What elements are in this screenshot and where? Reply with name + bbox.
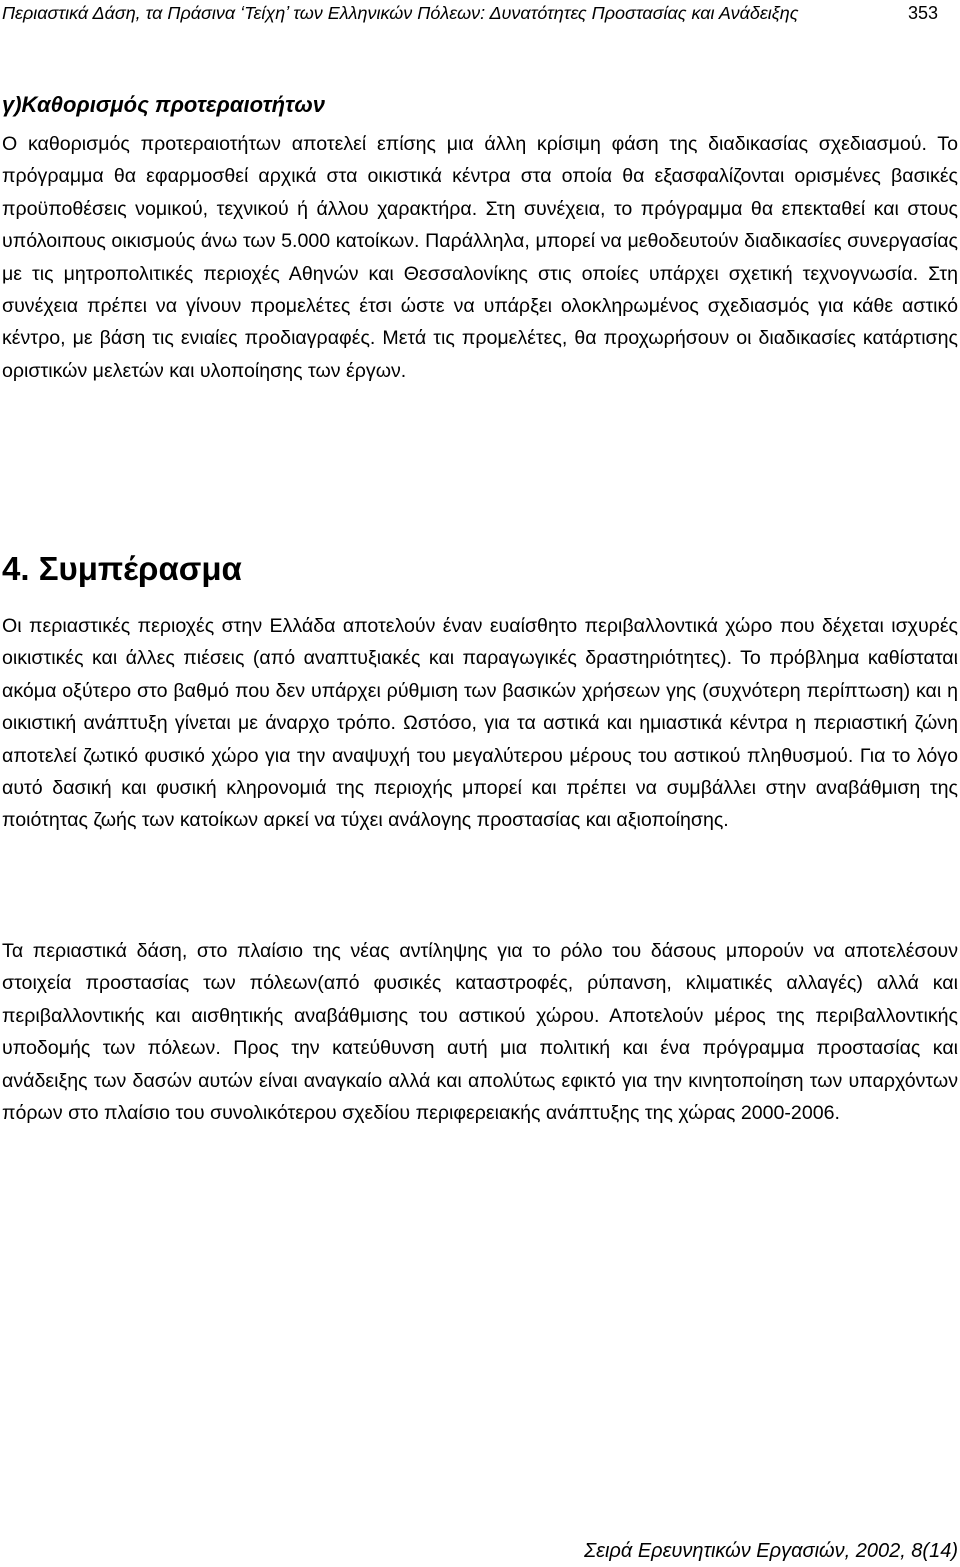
conclusion-heading: 4. Συμπέρασμα: [2, 550, 242, 587]
running-footer: Σειρά Ερευνητικών Εργασιών, 2002, 8(14): [584, 1540, 958, 1562]
running-header-title: Περιαστικά Δάση, τα Πράσινα ‘Τείχη’ των Ελληνικών Πόλεων: Δυνατότητες Προστασίας και Ανάδειξης: [2, 3, 799, 23]
running-header: [2, 2, 938, 24]
section-heading: γ)Καθορισμός προτεραιοτήτων: [2, 92, 325, 117]
conclusion-paragraph-2: Τα περιαστικά δάση, στο πλαίσιο της νέας αντίληψης για το ρόλο του δάσους μπορούν να αποτελέσουν στοιχεία προστασίας των πόλεων(από φυσικές καταστροφές, ρύπανση, κλιματικές αλλαγές) αλλά και περιβαλλοντικής και αισθητικής αναβάθμισης του αστικού χώρου. Αποτελούν μέρος της περιβαλλοντικής υποδομής των πόλεων. Προς την κατεύθυνση αυτή μια πολιτική και ένα πρόγραμμα προστασίας και ανάδειξης των δασών αυτών είναι αναγκαίο αλλά και απολύτως εφικτό για την κινητοποίηση των υπαρχόντων πόρων στο πλαίσιο του συνολικότερου σχεδίου περιφερειακής ανάπτυξης της χώρας 2000-2006.: [2, 940, 958, 1125]
section-paragraph: Ο καθορισμός προτεραιοτήτων αποτελεί επίσης μια άλλη κρίσιμη φάση της διαδικασίας σχεδιασμού. Το πρόγραμμα θα εφαρμοσθεί αρχικά στα οικιστικά κέντρα στα οποία θα εξασφαλίζονται ορισμένες βασικές προϋποθέσεις νομικού, τεχνικού ή άλλου χαρακτήρα. Στη συνέχεια, το πρόγραμμα θα επεκταθεί και στους υπόλοιπους οικισμούς άνω των 5.000 κατοίκων. Παράλληλα, μπορεί να μεθοδευτούν διαδικασίες συνεργασίας με τις μητροπολιτικές περιοχές Αθηνών και Θεσσαλονίκης στις οποίες υπάρχει σχετική τεχνογνωσία. Στη συνέχεια πρέπει να γίνουν προμελέτες έτσι ώστε να υπάρξει ολοκληρωμένος σχεδιασμός για κάθε αστικό κέντρο, με βάση τις ενιαίες προδιαγραφές. Μετά τις προμελέτες, θα προχωρήσουν οι διαδικασίες κατάρτισης οριστικών μελετών και υλοποίησης των έργων.: [2, 133, 958, 382]
page-number: 353: [907, 3, 938, 23]
conclusion-paragraph-1: Οι περιαστικές περιοχές στην Ελλάδα αποτελούν έναν ευαίσθητο περιβαλλοντικά χώρο που δέχεται ισχυρές οικιστικές και άλλες πιέσεις (από αναπτυξιακές και παραγωγικές δραστηριότητες). Το πρόβλημα καθίσταται ακόμα οξύτερο στο βαθμό που δεν υπάρχει ρύθμιση των βασικών χρήσεων γης (συχνότερη περίπτωση) και η οικιστική ανάπτυξη γίνεται με άναρχο τρόπο. Ωστόσο, για τα αστικά και ημιαστικά κέντρα η περιαστική ζώνη αποτελεί ζωτικό φυσικό χώρο για την αναψυχή του μεγαλύτερου μέρους του αστικού πληθυσμού. Για το λόγο αυτό δασική και φυσική κληρονομιά της περιοχής μπορεί και πρέπει να συμβάλλει στην αναβάθμιση της ποιότητας ζωής των κατοίκων αρκεί να τύχει ανάλογης προστασίας και αξιοποίησης.: [2, 615, 958, 832]
